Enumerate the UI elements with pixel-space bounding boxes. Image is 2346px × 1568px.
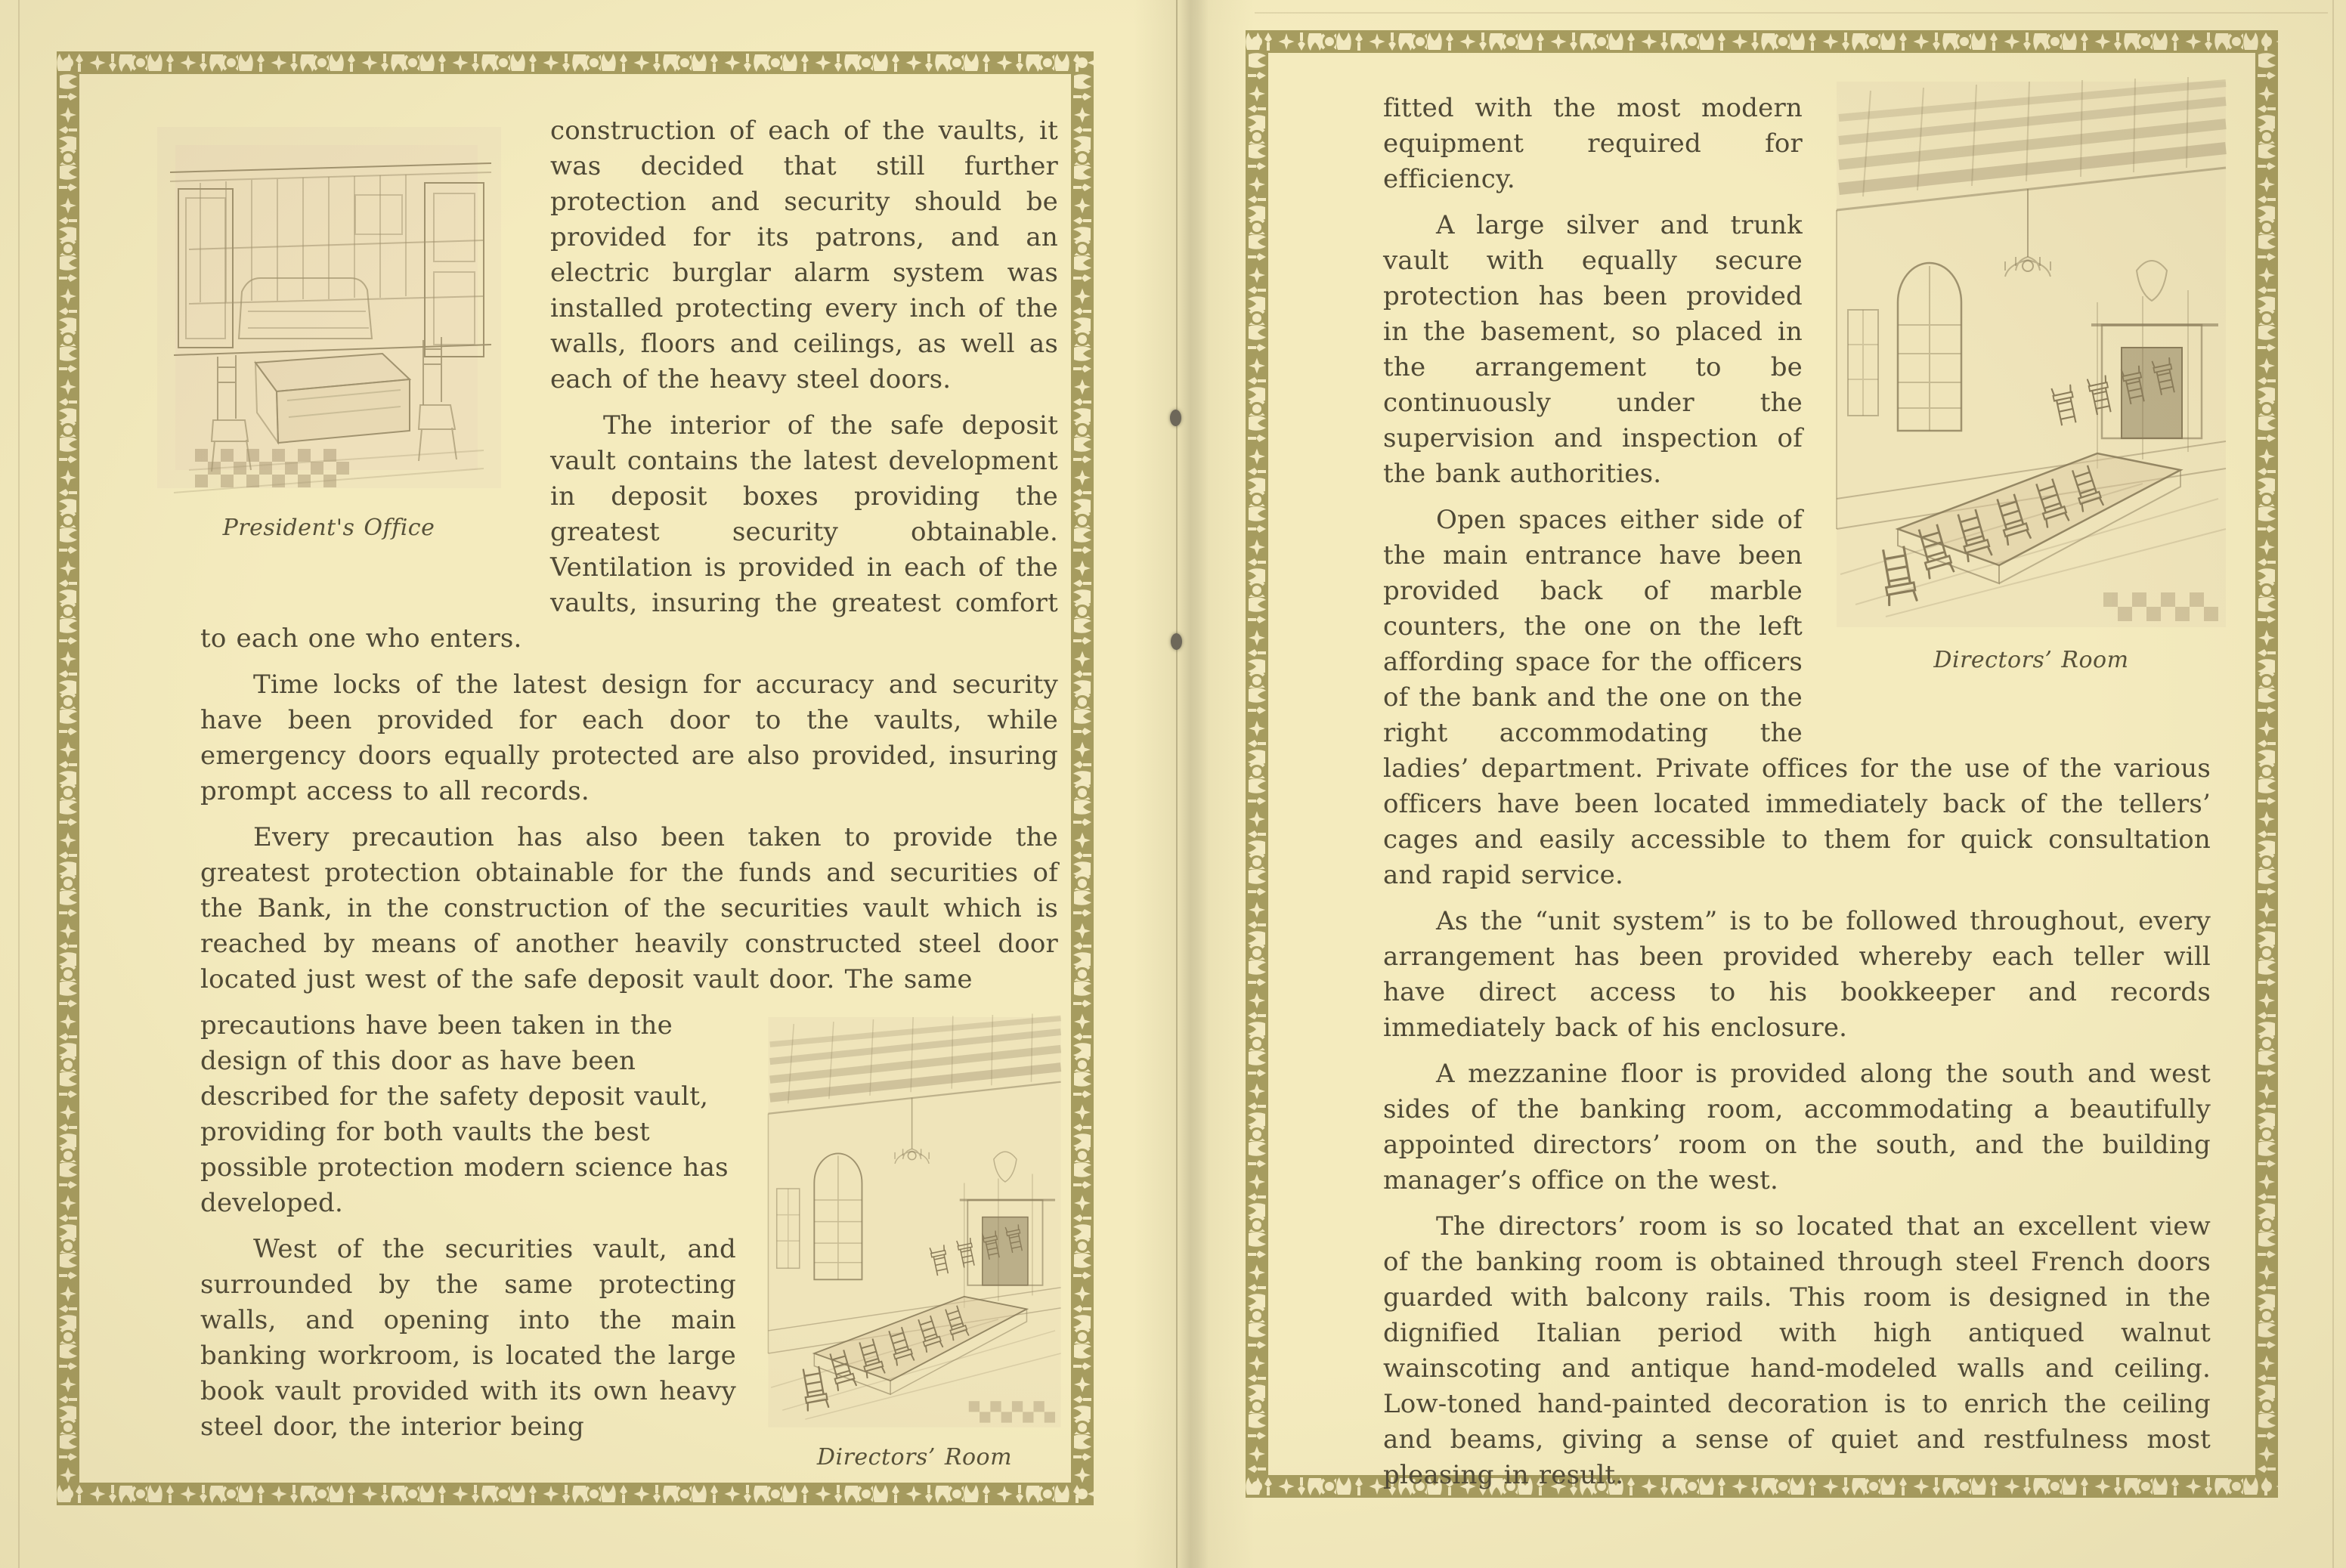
page-edge-right <box>2332 0 2334 1568</box>
border-ornament-right <box>1071 74 1094 1483</box>
directors-room-figure-right <box>1825 76 2237 675</box>
staple-icon <box>1171 633 1182 650</box>
figure-caption: Directors’ Room <box>1933 647 2129 673</box>
border-corner-icon <box>1077 1489 1088 1499</box>
right-page <box>1246 30 2278 1498</box>
directors-room-illustration <box>756 1013 1073 1436</box>
ornament-band-icon <box>57 51 1094 74</box>
book-gutter <box>1134 0 1255 1568</box>
body-paragraph: A large silver and trunk vault with equally secure protection has been provided in the basement, so placed in the arrangement to be continuously under the supervision and inspection of the bank authorities. <box>1383 210 1803 489</box>
left-page <box>57 51 1094 1505</box>
staple-icon <box>1170 410 1181 426</box>
body-paragraph: The directors’ room is so located that an excellent view of the banking room is obtained through steel French doors guarded with balcony rails. This room is designed in the dignified Italian period with high antiqued walnut wainscoting and antique hand-modeled walls and ceiling. Low-toned hand-painted decoration is to enrich the ceiling and beams, giving a sense of quiet and restfulness most pleasing in result. <box>1383 1211 2211 1490</box>
body-paragraph: Open spaces either side of the main entrance have been provided back of marble counters, the one on the left affording space for the officers of the bank and the one on the right accommodating the ladies’ department. Private offices for the use of the various officers have been located immediately back of the tellers’ cages and easily accessible to them for quick consultation and rapid service. <box>1383 505 2211 890</box>
left-page-content <box>200 113 1058 1507</box>
directors-room-figure-left <box>756 1013 1073 1472</box>
directors-room-illustration <box>1825 76 2237 639</box>
ornament-band-icon <box>2255 53 2278 1475</box>
body-paragraph: fitted with the most modern equipment required for efficiency. <box>1383 93 1803 194</box>
right-page-content <box>1383 91 2211 1504</box>
paragraph-segment: Every precaution has also been taken to provide the greatest protection obtainable for the funds and securities of the Bank, in the construction of the securities vault which is reached by means of another heavily constructed steel door located just west of the safe deposit vault door. The same <box>200 822 1058 994</box>
border-corner-icon <box>1252 36 1262 47</box>
page-edge-left <box>18 0 20 1568</box>
ornament-band-icon <box>1246 53 1268 1475</box>
border-corner-icon <box>63 1489 73 1499</box>
paragraph-segment: precautions have been taken in the design of this door as have been described for the safety deposit vault, providing for both vaults the best possible protection modern science has developed. <box>200 1010 729 1218</box>
border-corner-icon <box>1252 1481 1262 1492</box>
ornament-band-icon <box>57 74 79 1483</box>
border-corner-icon <box>2261 1481 2272 1492</box>
body-paragraph: construction of each of the vaults, it was decided that still further protection and security should be provided for its patrons, and an electric burglar alarm system was installed protecting every inch of the walls, floors and ceilings, as well as each of the heavy steel doors. <box>550 116 1058 394</box>
border-ornament-top <box>57 51 1094 74</box>
body-paragraph: As the “unit system” is to be followed throughout, every arrangement has been provided whereby each teller will have direct access to his bookkeeper and records immediately back of his enclosure. <box>1383 906 2211 1043</box>
body-paragraph: Time locks of the latest design for accuracy and security have been provided for each door to the vaults, while emergency doors equally protected are also provided, insuring prompt access to all records. <box>200 670 1058 806</box>
border-ornament-right <box>2255 53 2278 1475</box>
body-paragraph: West of the securities vault, and surrounded by the same protecting walls, and opening into the main banking workroom, is located the large book vault provided with its own heavy steel door, the interior being <box>200 1234 736 1442</box>
presidents-office-illustration <box>128 113 529 506</box>
border-ornament-left <box>57 74 79 1483</box>
ornament-band-icon <box>1246 30 2278 53</box>
border-corner-icon <box>63 57 73 68</box>
body-paragraph: The interior of the safe deposit vault contains the latest development in deposit boxes providing the greatest security obtainable. Ventilation is provided in each of the vaults, insuring the greatest comfort to each one who enters. <box>200 410 1058 654</box>
border-ornament-top <box>1246 30 2278 53</box>
body-paragraph <box>200 820 1058 997</box>
presidents-office-figure <box>128 113 529 543</box>
body-paragraph: A mezzanine floor is provided along the south and west sides of the banking room, accommodating a beautifully appointed directors’ room on the south, and the building manager’s office on the west. <box>1383 1059 2211 1195</box>
border-corner-icon <box>1077 57 1088 68</box>
page-edge-top <box>1255 12 2328 14</box>
border-ornament-left <box>1246 53 1268 1475</box>
figure-caption: Directors’ Room <box>816 1444 1013 1471</box>
figure-caption: President's Office <box>222 515 435 541</box>
gutter-fold-line <box>1176 0 1178 1568</box>
ornament-band-icon <box>1071 74 1094 1483</box>
border-corner-icon <box>2261 36 2272 47</box>
